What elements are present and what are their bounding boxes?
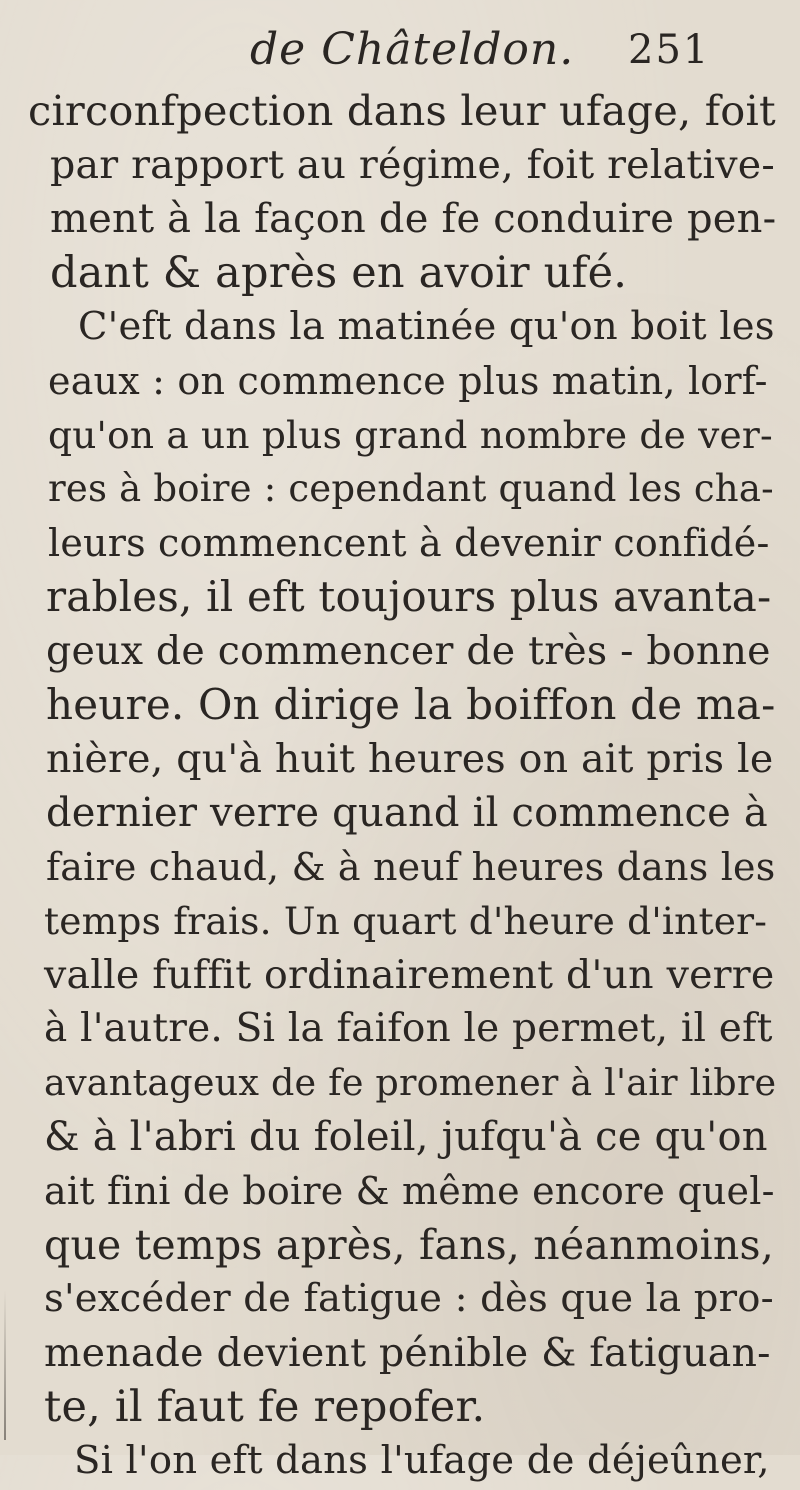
text-line: res à boire : cependant quand les cha- <box>48 467 774 510</box>
text-line: heure. On dirige la boiffon de ma- <box>46 680 776 729</box>
text-line: C'eft dans la matinée qu'on boit les <box>78 304 775 349</box>
page-number: 251 <box>628 27 711 73</box>
text-line: te, il faut fe repofer. <box>44 1382 486 1432</box>
page-header <box>0 18 800 82</box>
text-line: circonfpection dans leur ufage, foit <box>28 86 776 135</box>
text-line: Si l'on eft dans l'ufage de déjeûner, <box>74 1438 770 1483</box>
page-edge-shadow <box>4 1290 6 1440</box>
text-line: dant & après en avoir ufé. <box>50 248 628 298</box>
text-line: dernier verre quand il commence à <box>46 790 768 836</box>
text-line: avantageux de fe promener à l'air libre <box>44 1061 777 1104</box>
text-line: rables, il eft toujours plus avanta- <box>46 572 772 621</box>
text-line: geux de commencer de très - bonne <box>46 628 771 674</box>
text-line: nière, qu'à huit heures on ait pris le <box>46 736 774 782</box>
text-line: s'excéder de fatigue : dès que la pro- <box>44 1276 774 1321</box>
text-line: qu'on a un plus grand nombre de ver- <box>48 413 773 457</box>
text-line: ment à la façon de fe conduire pen- <box>50 196 777 242</box>
text-line: leurs commencent à devenir confidé- <box>48 521 770 565</box>
text-line: temps frais. Un quart d'heure d'inter- <box>44 899 768 943</box>
text-line: par rapport au régime, foit relative- <box>50 142 775 188</box>
text-line: ait fini de boire & même encore quel- <box>44 1169 775 1213</box>
text-line: & à l'abri du foleil, jufqu'à ce qu'on <box>44 1114 768 1160</box>
text-line: à l'autre. Si la faifon le permet, il eft <box>44 1006 773 1051</box>
text-line: que temps après, fans, néanmoins, <box>44 1221 774 1269</box>
running-title: de Châteldon. <box>250 24 575 75</box>
text-line: eaux : on commence plus matin, lorf- <box>48 359 768 403</box>
text-line: valle fuffit ordinairement d'un verre <box>44 952 775 998</box>
text-line: menade devient pénible & fatiguan- <box>44 1330 771 1376</box>
text-line: faire chaud, & à neuf heures dans les <box>46 845 776 889</box>
